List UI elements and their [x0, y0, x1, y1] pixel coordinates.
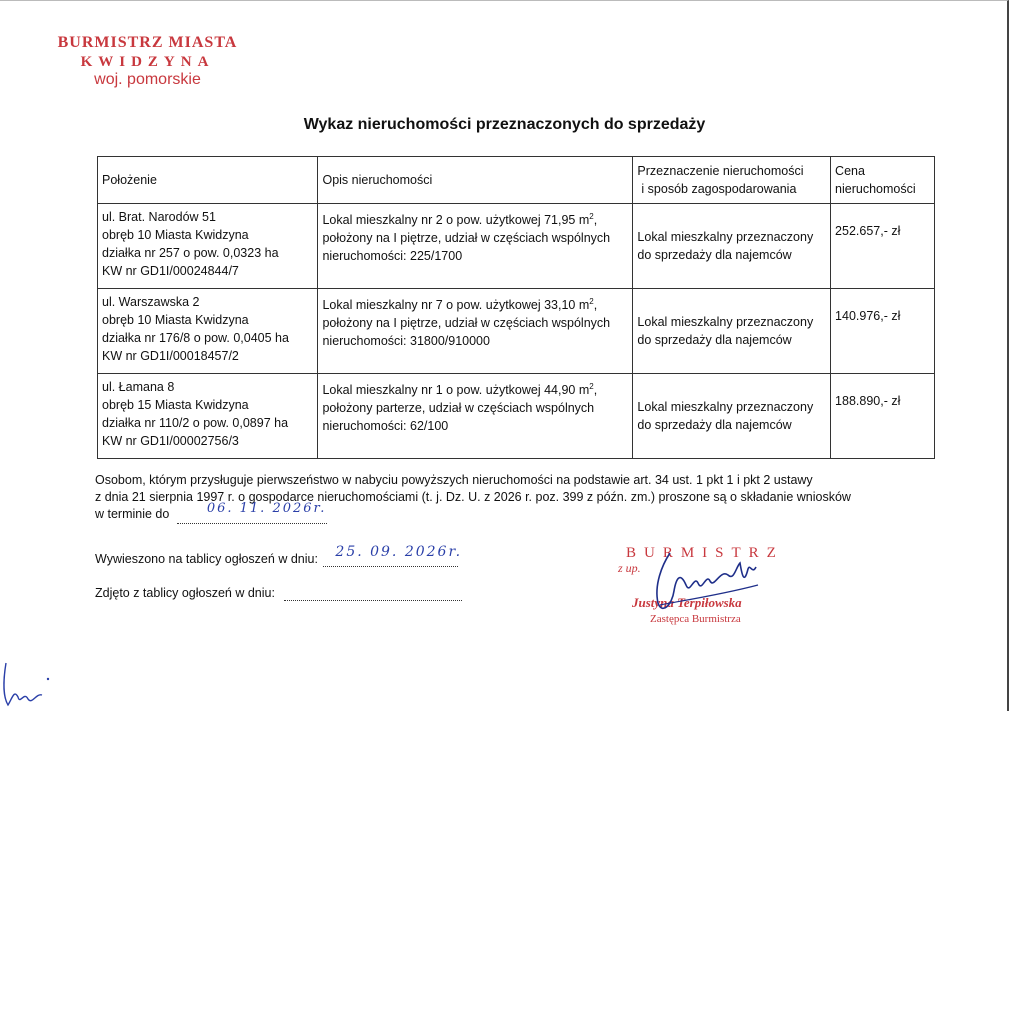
- handwritten-initials: [0, 655, 60, 715]
- table-header-row: [98, 157, 935, 204]
- posted-date-handwritten: 25. 09. 2026r.: [335, 544, 463, 560]
- header-purpose-line1: Przeznaczenie nieruchomości: [637, 164, 804, 178]
- price-cell: [831, 204, 935, 289]
- location-cell: [98, 289, 318, 374]
- desc-line-2: położony na I piętrze, udział w częściach wspólnych: [322, 231, 611, 246]
- desc-line-1: Lokal mieszkalny nr 7 o pow. użytkowej 33,10 $m^2$,: [322, 297, 598, 313]
- desc-line-3: nieruchomości: 62/100: [322, 419, 449, 434]
- purpose-cell: [633, 204, 831, 289]
- deadline-handwritten: 06. 11. 2026r.: [206, 501, 327, 516]
- land-register: KW nr GD1I/00018457/2: [102, 349, 239, 363]
- stamp-line-2: KWIDZYNA: [80, 54, 215, 70]
- header-price: [831, 157, 935, 204]
- purpose-line-1: Lokal mieszkalny przeznaczony: [637, 315, 814, 329]
- mayor-header-stamp: [40, 34, 255, 89]
- purpose-cell: [633, 289, 831, 374]
- land-register: KW nr GD1I/00002756/3: [102, 434, 239, 448]
- posted-label: Wywieszono na tablicy ogłoszeń w dniu:: [95, 552, 318, 566]
- header-description: Opis nieruchomości: [318, 157, 633, 204]
- location-cell: [98, 374, 318, 459]
- table-row: [98, 289, 935, 374]
- header-purpose: [633, 157, 831, 204]
- stamp-name: Justyna Terpiłowska: [632, 595, 742, 610]
- stamp-title: Zastępca Burmistrza: [650, 613, 741, 625]
- posted-field: [323, 544, 463, 567]
- handwritten-signature: [640, 545, 780, 625]
- location-cell: [98, 204, 318, 289]
- header-purpose-line2: i sposób zagospodarowania: [641, 182, 797, 196]
- purpose-line-2: do sprzedaży dla najemców: [637, 418, 792, 432]
- stamp-line-1: BURMISTRZ MIASTA: [57, 34, 238, 51]
- address: ul. Łamana 8: [102, 380, 175, 394]
- plot: działka nr 176/8 o pow. 0,0405 ha: [102, 331, 289, 345]
- description-cell: [318, 374, 633, 459]
- price-value: 252.657,- zł: [835, 224, 901, 238]
- property-table: [97, 156, 935, 459]
- removed-field: [284, 586, 462, 601]
- deadline-field: [177, 501, 327, 524]
- desc-line-1: Lokal mieszkalny nr 1 o pow. użytkowej 44,90 $m^2$,: [322, 382, 598, 398]
- desc-line-2: położony na I piętrze, udział w częściach wspólnych: [322, 316, 611, 331]
- stamp-line-3: woj. pomorskie: [94, 71, 201, 88]
- desc-line-2: położony parterze, udział w częściach wspólnych: [322, 401, 595, 416]
- land-register: KW nr GD1I/00024844/7: [102, 264, 239, 278]
- plot: działka nr 110/2 o pow. 0,0897 ha: [102, 416, 289, 430]
- plot: działka nr 257 o pow. 0,0323 ha: [102, 246, 279, 260]
- desc-line-1: Lokal mieszkalny nr 2 o pow. użytkowej 71,95 $m^2$,: [322, 212, 598, 228]
- description-cell: [318, 289, 633, 374]
- table-row: [98, 204, 935, 289]
- address: ul. Warszawska 2: [102, 295, 200, 309]
- header-location: Położenie: [98, 157, 318, 204]
- purpose-line-1: Lokal mieszkalny przeznaczony: [637, 400, 814, 414]
- removed-line: [95, 586, 462, 601]
- purpose-line-2: do sprzedaży dla najemców: [637, 248, 792, 262]
- precinct: obręb 10 Miasta Kwidzyna: [102, 228, 249, 242]
- purpose-line-1: Lokal mieszkalny przeznaczony: [637, 230, 814, 244]
- header-price-line2: nieruchomości: [835, 182, 916, 196]
- desc-line-3: nieruchomości: 31800/910000: [322, 334, 490, 349]
- header-price-line1: Cena: [835, 164, 865, 178]
- price-cell: [831, 289, 935, 374]
- purpose-line-2: do sprzedaży dla najemców: [637, 333, 792, 347]
- priority-notice: [95, 472, 925, 524]
- price-value: 140.976,- zł: [835, 309, 901, 323]
- precinct: obręb 10 Miasta Kwidzyna: [102, 313, 249, 327]
- desc-line-3: nieruchomości: 225/1700: [322, 249, 463, 264]
- notice-line-2: z dnia 21 sierpnia 1997 r. o gospodarce nieruchomościami (t. j. Dz. U. z 2026 r. poz. 399 z późn. zm.) proszone są o składanie wniosków: [95, 490, 851, 504]
- deadline-label: w terminie do: [95, 507, 170, 521]
- purpose-cell: [633, 374, 831, 459]
- price-value: 188.890,- zł: [835, 394, 901, 408]
- stamp-role: BURMISTRZ: [626, 545, 784, 561]
- price-cell: [831, 374, 935, 459]
- notice-line-1: Osobom, którym przysługuje pierwszeństwo w nabyciu powyższych nieruchomości na podstawie art. 34 ust. 1 pkt 1 i pkt 2 ustawy: [95, 473, 813, 487]
- notice-line-3: [95, 501, 925, 524]
- posted-line: [95, 544, 463, 567]
- description-cell: [318, 204, 633, 289]
- removed-label: Zdjęto z tablicy ogłoszeń w dniu:: [95, 586, 275, 600]
- address: ul. Brat. Narodów 51: [102, 210, 216, 224]
- table-row: [98, 374, 935, 459]
- stamp-zup: z up.: [618, 561, 641, 575]
- document-title: Wykaz nieruchomości przeznaczonych do sprzedaży: [303, 116, 706, 133]
- precinct: obręb 15 Miasta Kwidzyna: [102, 398, 249, 412]
